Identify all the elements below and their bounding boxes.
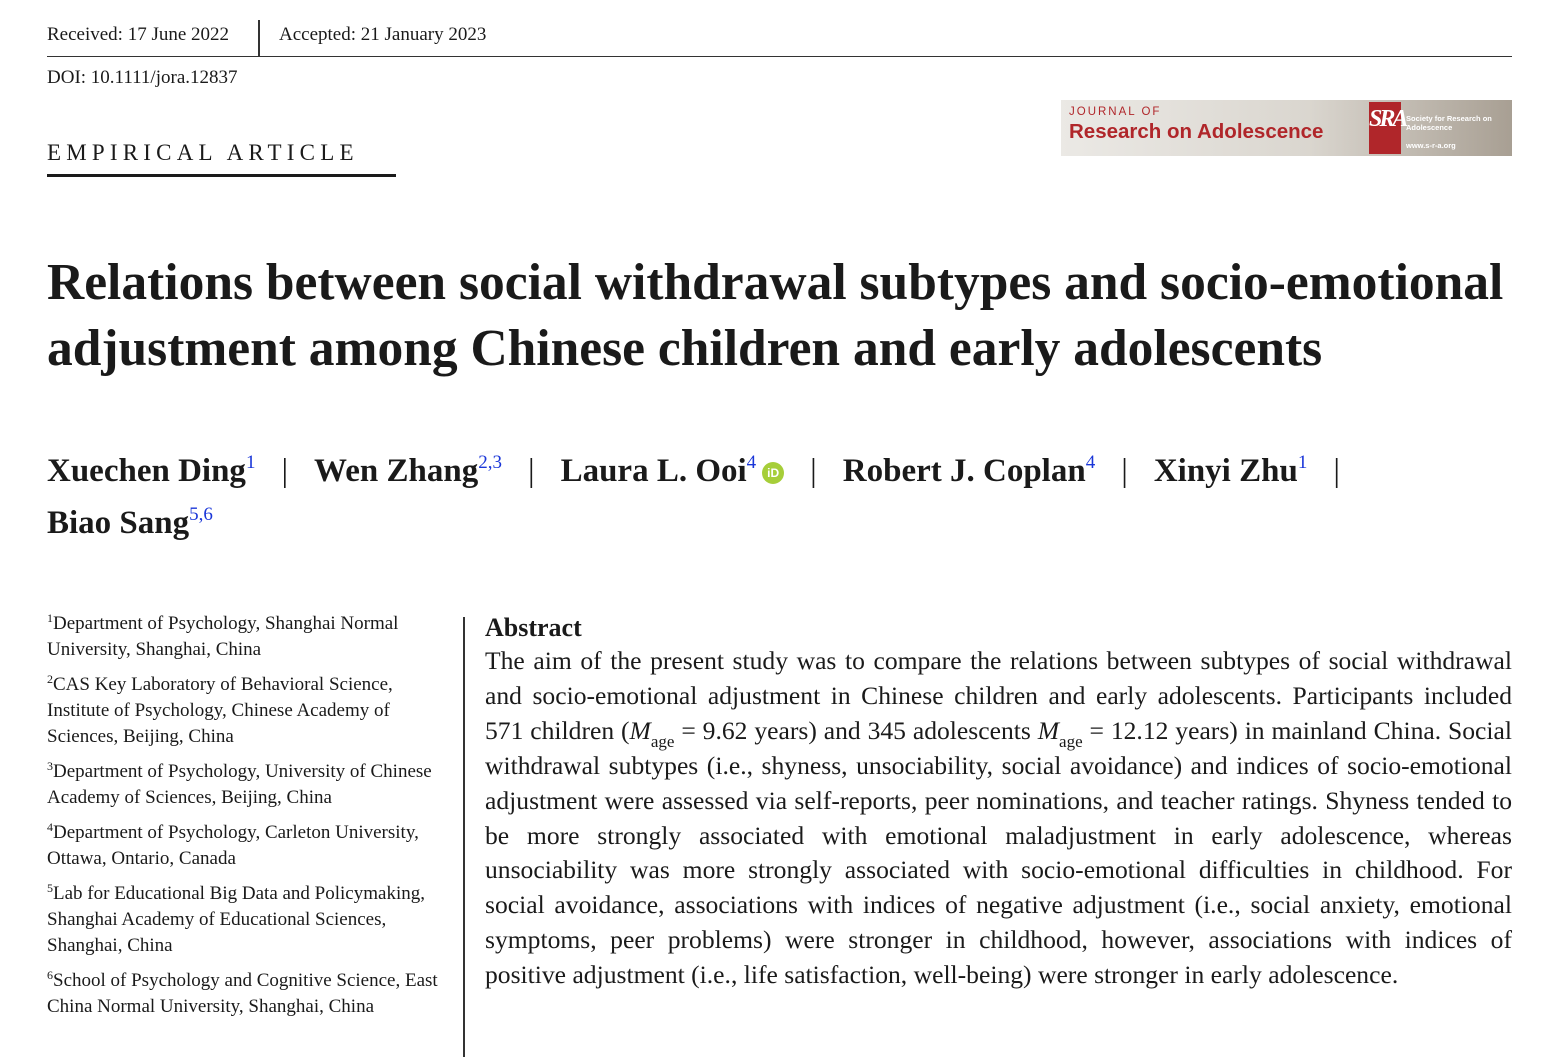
affiliation: $^6$School of Psychology and Cognitive Science, East China Normal University, Shanghai, China [47,968,438,1017]
author-separator: | [527,453,535,489]
author-affil-ref[interactable]: 5,6 [189,504,213,525]
journal-logo-name: Research on Adolescence [1069,120,1324,143]
affiliation: $^4$Department of Psychology, Carleton University, Ottawa, Ontario, Canada [47,820,419,869]
author-affil-ref[interactable]: 4 [746,452,757,473]
affiliation: $^2$CAS Key Laboratory of Behavioral Science, Institute of Psychology, Chinese Academy of Sciences, Beijing, China [47,672,393,747]
date-separator [258,20,260,56]
society-url: www.s-r-a.org [1406,141,1456,150]
column-divider [463,617,465,1057]
doi[interactable]: DOI: 10.1111/jora.12837 [47,67,238,88]
author[interactable]: Xinyi Zhu$^1$ [1153,452,1308,489]
author[interactable]: Robert J. Coplan$^4$ [842,452,1096,489]
abstract-heading: Abstract [485,613,582,642]
abstract [485,612,1512,993]
author[interactable]: Xuechen Ding$^1$ [47,452,256,489]
author-separator: | [810,453,817,489]
accepted-date: Accepted: 21 January 2023 [279,24,487,45]
author-affil-ref[interactable]: 1 [245,452,256,473]
abstract-text: The aim of the present study was to compare the relations between subtypes of social withdrawal and socio-emotional adjustment in Chinese children and early adolescents. Participants included 571 children ($M_{age} = 9.62$ years) and 345 adolescents $M_{age} = 12.12$ years) in mainland China. Social withdrawal subtypes (i.e., shyness, unsociability, social avoidance) and indices of socio-emotional adjustment were assessed via self-reports, peer nominations, and teacher ratings. Shyness tended to be more strongly associated with emotional maladjustment in early adolescence, whereas unsociability was more strongly associated with socio-emotional difficulties in childhood. For social avoidance, associations with indices of negative adjustment (i.e., social anxiety, emotional symptoms, peer problems) were stronger in childhood, however, associations with indices of positive adjustment (i.e., life satisfaction, well-being) were stronger in early adolescence. [485,646,1512,990]
received-date: Received: 17 June 2022 [47,24,230,45]
affiliation: $^3$Department of Psychology, University of Chinese Academy of Sciences, Beijing, China [47,759,432,808]
author-affil-ref[interactable]: 1 [1297,452,1308,473]
affiliations [47,611,452,1029]
article-title: Relations between social withdrawal subtypes and socio-emotional adjustment among Chinese children and early adolescents [47,254,1504,377]
society-name: Society for Research on Adolescence [1406,114,1492,132]
author-affil-ref[interactable]: 2,3 [478,452,502,473]
author-list [47,445,1517,549]
author-separator: | [1333,453,1340,489]
article-type: EMPIRICAL ARTICLE [47,140,396,177]
affiliation: $^5$Lab for Educational Big Data and Policymaking, Shanghai Academy of Educational Sciences, Shanghai, China [47,881,425,956]
author[interactable]: Wen Zhang$^{2,3}$ [314,452,502,489]
author[interactable]: Laura L. Ooi$^4$ iD [561,453,785,489]
author-separator: | [281,453,289,489]
journal-logo[interactable] [1061,100,1512,156]
affiliation: $^1$Department of Psychology, Shanghai Normal University, Shanghai, China [47,611,399,660]
author[interactable]: Biao Sang$^{5,6}$ [47,504,213,541]
author-affil-ref[interactable]: 4 [1085,452,1096,473]
journal-logo-small: JOURNAL OF [1069,106,1162,118]
orcid-icon[interactable]: iD [762,462,784,484]
article-dates [47,24,1512,57]
sra-mark-text: SRA [1369,106,1406,132]
author-separator: | [1121,453,1128,489]
